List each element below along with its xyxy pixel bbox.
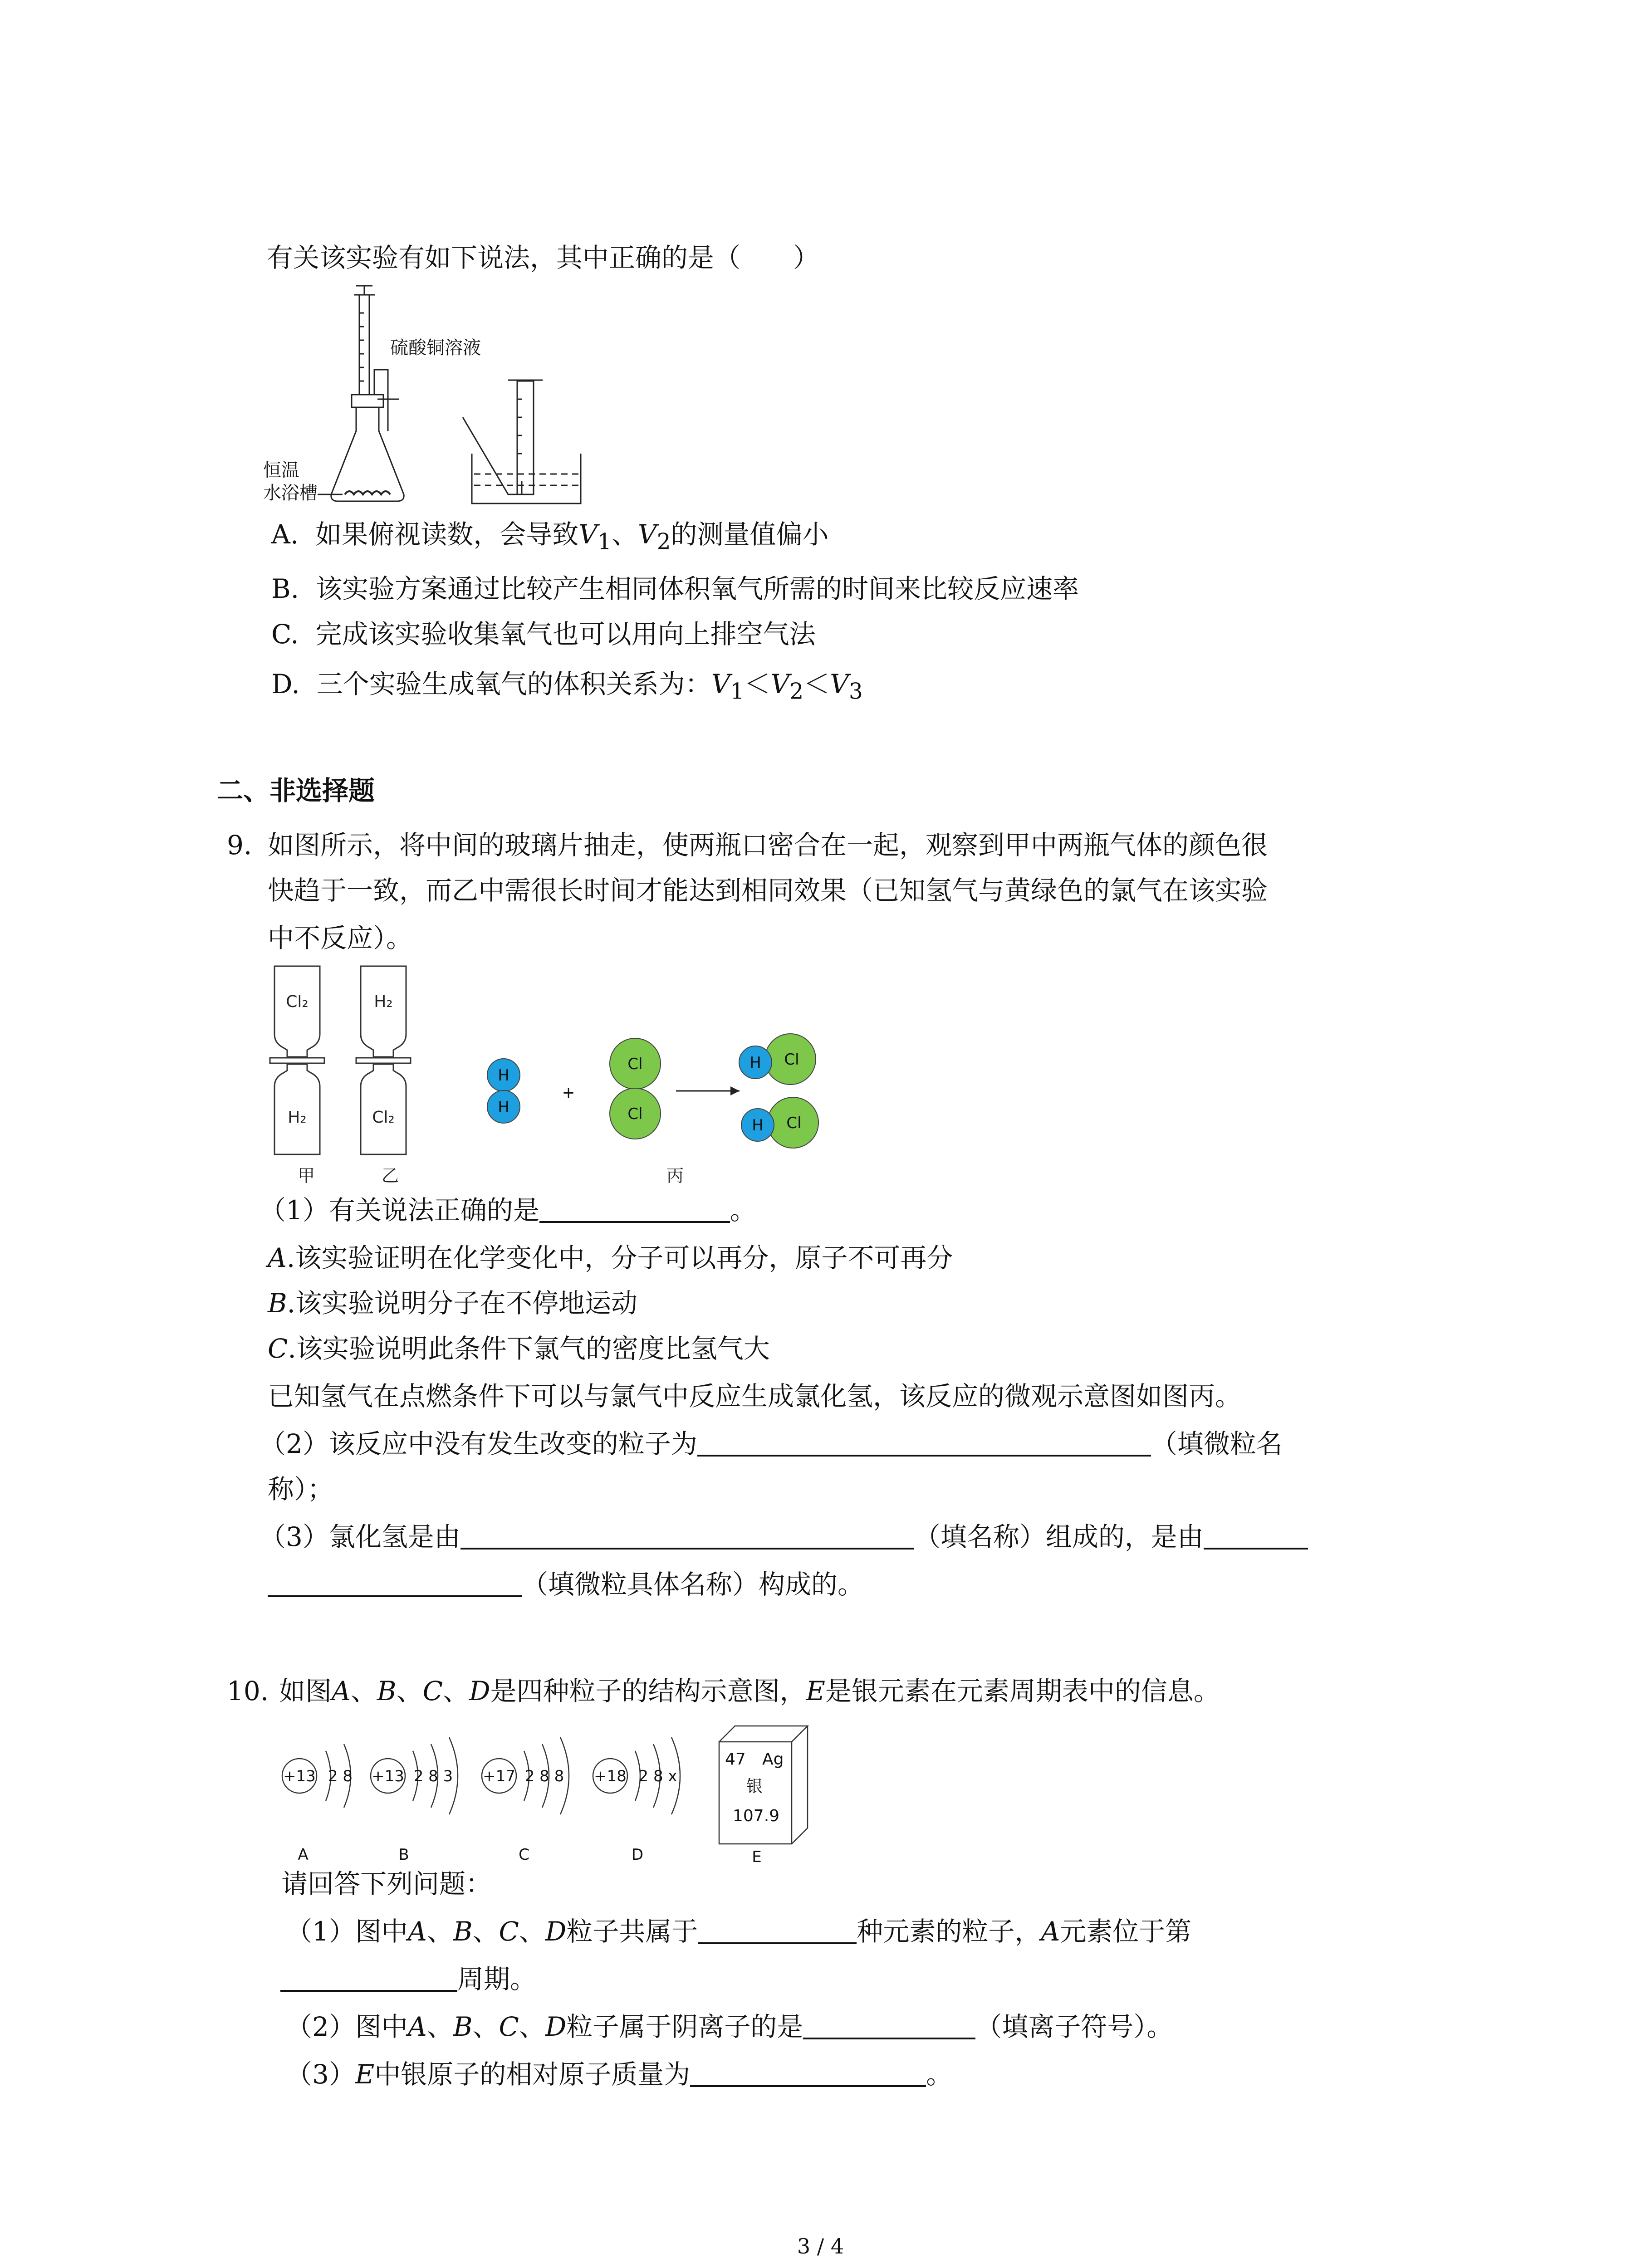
q8-apparatus-figure bbox=[263, 281, 626, 517]
q10-part2: （2）图中A、B、C、D粒子属于阴离子的是 （填离子符号）。 bbox=[286, 2011, 1173, 2042]
q9-stem-line3: 中不反应）。 bbox=[268, 923, 413, 953]
shells-d: 2 8 x bbox=[638, 1767, 677, 1785]
q9-part1: （1）有关说法正确的是 。 bbox=[260, 1195, 756, 1226]
nucleus-d-label: +18 bbox=[594, 1767, 627, 1785]
conical-flask bbox=[331, 407, 404, 501]
q8-option-b: B. 该实验方案通过比较产生相同体积氧气所需的时间来比较反应速率 bbox=[271, 573, 1079, 604]
q9-option-b: B.该实验说明分子在不停地运动 bbox=[268, 1288, 638, 1319]
measuring-cylinder bbox=[517, 381, 534, 494]
jia-bottom-label: H₂ bbox=[288, 1108, 307, 1127]
label-yi: 乙 bbox=[381, 1166, 399, 1186]
label-bing: 丙 bbox=[666, 1166, 684, 1186]
q9-part3: （3）氯化氢是由 （填名称）组成的，是由 bbox=[260, 1520, 1308, 1554]
q9-number: 9. bbox=[227, 830, 252, 860]
h-label: H bbox=[498, 1066, 509, 1085]
section-title: 二、非选择题 bbox=[217, 775, 375, 806]
h-label: H bbox=[752, 1116, 764, 1134]
q10-part1: （1）图中A、B、C、D粒子共属于 种元素的粒子，A元素位于第 bbox=[286, 1916, 1192, 1947]
q8-option-a: A. 如果俯视读数，会导致$V_1$、$V_2$的测量值偏小 bbox=[271, 519, 829, 555]
nucleus-b-label: +13 bbox=[372, 1767, 404, 1785]
h-label: H bbox=[498, 1098, 509, 1116]
answer-blank[interactable] bbox=[268, 1569, 522, 1597]
q10-stem: 如图A、B、C、D是四种粒子的结构示意图，E是银元素在元素周期表中的信息。 bbox=[279, 1676, 1220, 1706]
answer-blank[interactable] bbox=[803, 2011, 975, 2039]
answer-blank[interactable] bbox=[280, 1964, 457, 1992]
q10-figure bbox=[277, 1719, 835, 1869]
q10-prompt: 请回答下列问题： bbox=[281, 1868, 492, 1899]
answer-blank[interactable] bbox=[697, 1428, 1151, 1457]
page-number: 3 / 4 bbox=[797, 2234, 844, 2258]
cl-label: Cl bbox=[786, 1114, 802, 1132]
q9-part2: （2）该反应中没有发生改变的粒子为 （填微粒名 bbox=[260, 1428, 1283, 1459]
cl-label: Cl bbox=[627, 1105, 643, 1123]
answer-blank[interactable] bbox=[460, 1521, 914, 1549]
yi-bottom-label: Cl₂ bbox=[372, 1108, 395, 1127]
q8-option-d: D. 三个实验生成氧气的体积关系为：$V_1<V_2<V_3$ bbox=[271, 669, 863, 704]
q8-option-c: C. 完成该实验收集氧气也可以用向上排空气法 bbox=[271, 619, 816, 650]
q9-option-c: C.该实验说明此条件下氯气的密度比氢气大 bbox=[268, 1333, 770, 1364]
label-a: A bbox=[298, 1846, 309, 1864]
label-c: C bbox=[519, 1846, 529, 1864]
h-label: H bbox=[749, 1054, 761, 1072]
q10-part3: （3）E中银原子的相对原子质量为 。 bbox=[286, 2059, 953, 2090]
element-symbol: Ag bbox=[762, 1750, 784, 1769]
label-water-bath: 水浴槽 bbox=[263, 483, 318, 503]
q10-number: 10. bbox=[227, 1676, 269, 1706]
nucleus-c-label: +17 bbox=[483, 1767, 515, 1785]
label-thermostatic: 恒温 bbox=[263, 460, 299, 481]
syringe bbox=[359, 295, 369, 395]
shells-c: 2 8 8 bbox=[524, 1767, 564, 1785]
atomic-number: 47 bbox=[725, 1750, 746, 1769]
q9-stem-line1: 如图所示，将中间的玻璃片抽走，使两瓶口密合在一起，观察到甲中两瓶气体的颜色很 bbox=[268, 830, 1268, 860]
q9-part2-line2: 称）； bbox=[268, 1474, 334, 1505]
atomic-mass: 107.9 bbox=[733, 1807, 780, 1825]
label-b: B bbox=[398, 1846, 409, 1864]
plus-sign: + bbox=[562, 1084, 575, 1102]
label-jia: 甲 bbox=[297, 1166, 315, 1186]
jia-top-bottle bbox=[274, 966, 320, 1057]
q9-info: 已知氢气在点燃条件下可以与氯气中反应生成氯化氢，该反应的微观示意图如图丙。 bbox=[268, 1381, 1242, 1412]
q10-part1-line2: 周期。 bbox=[280, 1962, 536, 1996]
yi-glass-plate bbox=[356, 1058, 411, 1063]
answer-blank[interactable] bbox=[539, 1195, 730, 1223]
element-name: 银 bbox=[746, 1777, 763, 1796]
jia-top-label: Cl₂ bbox=[286, 992, 309, 1011]
yi-top-label: H₂ bbox=[374, 992, 393, 1011]
shells-a: 2 8 bbox=[328, 1767, 353, 1785]
q9-part3-line2: （填微粒具体名称）构成的。 bbox=[268, 1567, 864, 1602]
nucleus-a-label: +13 bbox=[283, 1767, 316, 1785]
q8-stem: 有关该实验有如下说法，其中正确的是（ ） bbox=[267, 242, 820, 273]
jia-glass-plate bbox=[270, 1058, 324, 1063]
q9-stem-line2: 快趋于一致，而乙中需很长时间才能达到相同效果（已知氢气与黄绿色的氯气在该实验 bbox=[268, 875, 1268, 906]
label-d: D bbox=[631, 1846, 644, 1864]
answer-blank[interactable] bbox=[698, 1916, 857, 1944]
label-copper-sulfate: 硫酸铜溶液 bbox=[390, 337, 481, 358]
answer-blank[interactable] bbox=[690, 2059, 926, 2087]
q9-option-a: A.该实验证明在化学变化中，分子可以再分，原子不可再分 bbox=[268, 1242, 953, 1273]
cl-label: Cl bbox=[784, 1051, 799, 1069]
label-e: E bbox=[752, 1848, 762, 1866]
q9-figure bbox=[265, 962, 892, 1188]
cl-label: Cl bbox=[627, 1055, 643, 1073]
yi-top-bottle bbox=[361, 966, 406, 1057]
answer-blank[interactable] bbox=[1204, 1521, 1308, 1549]
shells-b: 2 8 3 bbox=[413, 1767, 453, 1785]
